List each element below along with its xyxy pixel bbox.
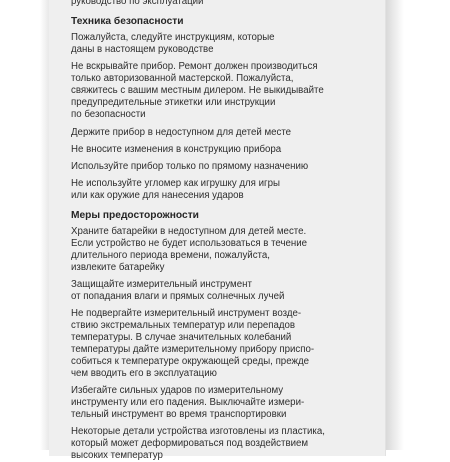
precautions-paragraph-5-line-1: Некоторые детали устройства изготовлены из пластика,: [71, 426, 325, 437]
safety-paragraph-2-line-2: только авторизованной мастерской. Пожалуйста,: [71, 73, 294, 84]
precautions-paragraph-2-line-2: от попадания влаги и прямых солнечных лучей: [71, 291, 285, 302]
safety-paragraph-5: Используйте прибор только по прямому назначению: [71, 161, 309, 172]
manual-page: [49, 0, 386, 461]
safety-paragraph-2-line-3: свяжитесь с вашим местным дилером. Не выкидывайте: [71, 85, 324, 96]
safety-paragraph-1-line-1: Пожалуйста, следуйте инструкциям, которые: [71, 32, 275, 43]
precautions-paragraph-1-line-3: длительного периода времени, пожалуйста,: [71, 250, 270, 261]
precautions-heading: Меры предосторожности: [71, 210, 199, 221]
precautions-paragraph-4-line-3: тельный инструмент во время транспортировки: [71, 409, 287, 420]
safety-paragraph-2-line-1: Не вскрывайте прибор. Ремонт должен производиться: [71, 61, 318, 72]
safety-paragraph-6-line-1: Не используйте угломер как игрушку для игры: [71, 178, 280, 189]
safety-paragraph-4: Не вносите изменения в конструкцию прибора: [71, 144, 282, 155]
safety-heading: Техника безопасности: [71, 16, 184, 27]
precautions-paragraph-3-line-6: чем вводить его в эксплуатацию: [71, 368, 217, 379]
top-text-fragment: руководство по эксплуатации: [71, 0, 204, 7]
precautions-paragraph-5-line-3: высоких температур: [71, 450, 163, 461]
precautions-paragraph-3-line-4: температуры дайте измерительному прибору приспо-: [71, 344, 315, 355]
safety-paragraph-1-line-2: даны в настоящем руководстве: [71, 44, 214, 55]
precautions-paragraph-4-line-1: Избегайте сильных ударов по измерительному: [71, 385, 284, 396]
precautions-paragraph-3-line-5: собиться к температуре окружающей среды, прежде: [71, 356, 309, 367]
precautions-paragraph-3-line-2: ствию экстремальных температур или перепадов: [71, 320, 296, 331]
precautions-paragraph-3-line-3: температуры. В случае значительных колебаний: [71, 332, 292, 343]
precautions-paragraph-3-line-1: Не подвергайте измерительный инструмент возде-: [71, 308, 302, 319]
page-shadow-right: [386, 0, 404, 450]
precautions-paragraph-1-line-2: Если устройство не будет использоваться в течение: [71, 238, 308, 249]
safety-paragraph-2-line-4: предупредительные этикетки или инструкции: [71, 97, 276, 108]
safety-paragraph-6-line-2: или как оружие для нанесения ударов: [71, 190, 244, 201]
safety-paragraph-3: Держите прибор в недоступном для детей месте: [71, 127, 292, 138]
precautions-paragraph-2-line-1: Защищайте измерительный инструмент: [71, 279, 252, 290]
precautions-paragraph-5-line-2: который может деформироваться под воздействием: [71, 438, 309, 449]
safety-paragraph-2-line-5: по безопасности: [71, 109, 146, 120]
precautions-paragraph-4-line-2: инструменту или его падения. Выключайте измери-: [71, 397, 305, 408]
precautions-paragraph-1-line-4: извлеките батарейку: [71, 262, 165, 273]
precautions-paragraph-1-line-1: Храните батарейки в недоступном для детей месте.: [71, 226, 307, 237]
